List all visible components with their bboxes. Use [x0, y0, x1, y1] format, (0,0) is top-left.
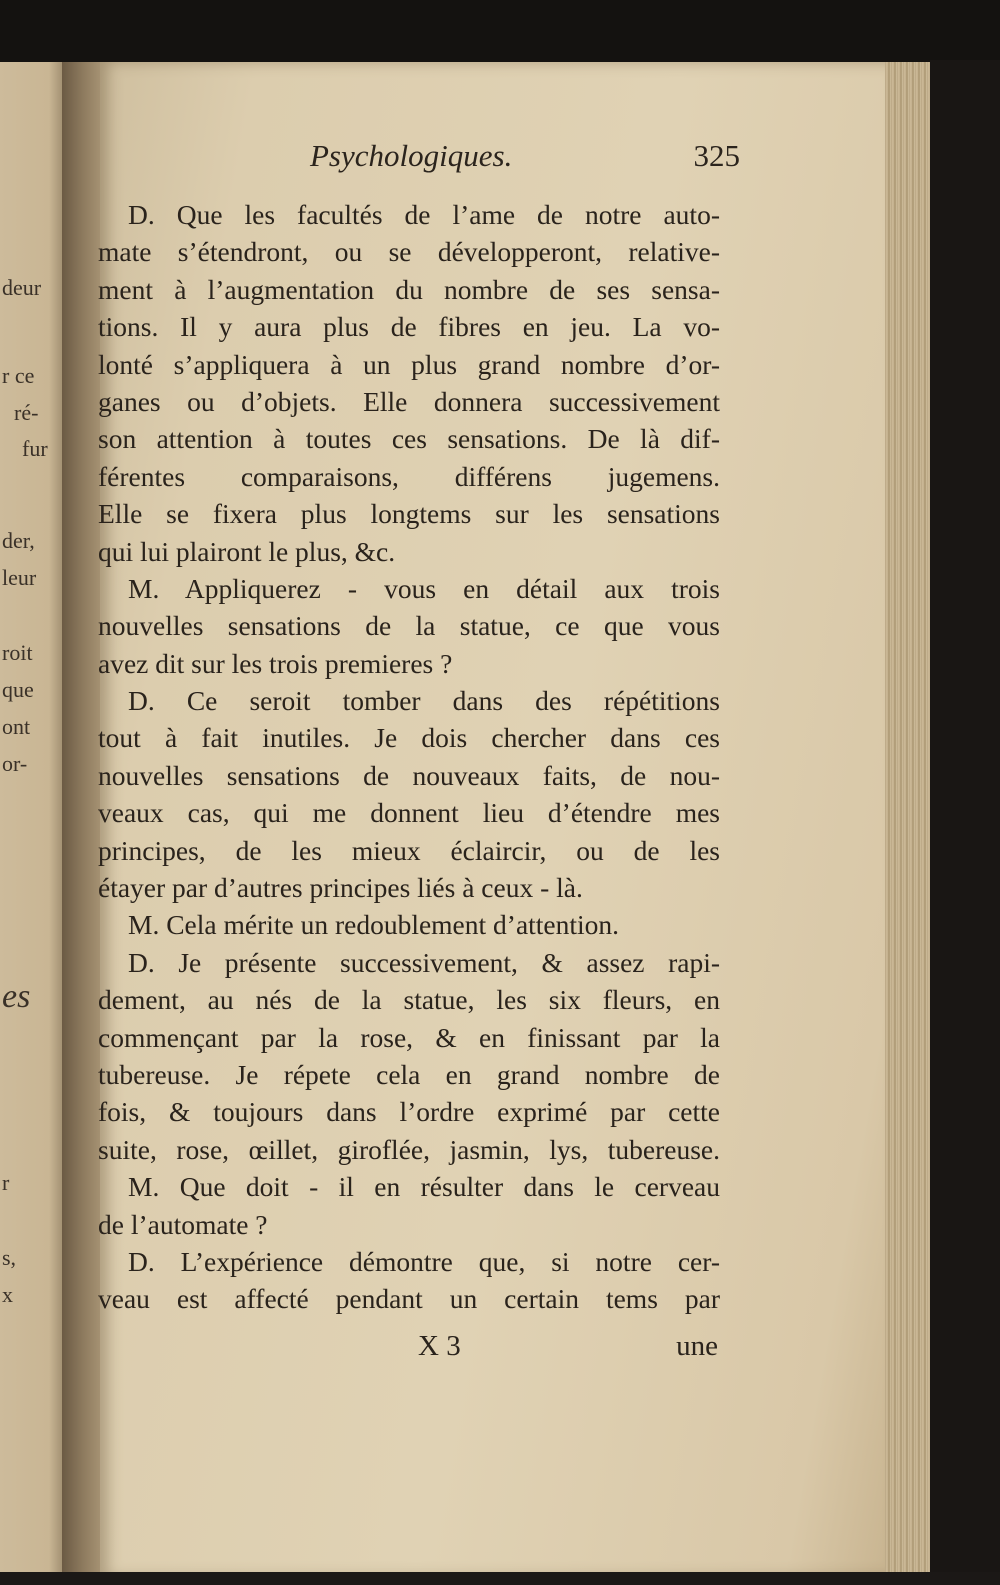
text-line: tubereuse. Je répete cela en grand nombre de — [98, 1058, 720, 1090]
running-title: Psychologiques. — [310, 138, 513, 173]
text-line: dement, au nés de la statue, les six fleurs, en — [98, 984, 720, 1016]
left-page-fragment: x — [2, 1282, 13, 1307]
text-line: veau est affecté pendant un certain tems par — [98, 1283, 720, 1315]
text-line: suite, rose, œillet, giroflée, jasmin, lys, tubereuse. — [98, 1133, 720, 1165]
text-line: veaux cas, qui me donnent lieu d’étendre mes — [98, 797, 720, 829]
left-page-fragment: deur — [2, 275, 42, 300]
signature-mark: X 3 — [418, 1330, 461, 1362]
text-line: férentes comparaisons, différens jugemens. — [98, 460, 720, 492]
left-page-fragment: fur — [22, 436, 48, 461]
left-page-fragment: or- — [2, 751, 28, 776]
page-footer — [418, 1330, 718, 1370]
left-page-fragment: ont — [2, 714, 31, 739]
text-line: principes, de les mieux éclaircir, ou de les — [98, 834, 720, 866]
text-line: avez dit sur les trois premieres ? — [98, 647, 453, 679]
text-line: M. Que doit - il en résulter dans le cerveau — [128, 1171, 720, 1203]
text-line: tout à fait inutiles. Je dois chercher dans ces — [98, 722, 720, 754]
dark-background-right — [930, 60, 1000, 1585]
text-line: Elle se fixera plus longtems sur les sensations — [98, 498, 720, 530]
dark-background-bottom — [0, 1572, 1000, 1585]
left-page-fragment: s, — [2, 1245, 17, 1270]
text-line: fois, & toujours dans l’ordre exprimé par cette — [98, 1096, 720, 1128]
text-line: de l’automate ? — [98, 1208, 268, 1240]
text-line: M. Cela mérite un redoublement d’attention. — [128, 909, 620, 941]
text-line: nouvelles sensations de la statue, ce que vous — [98, 610, 720, 642]
text-line: D. Je présente successivement, & assez rapi- — [128, 946, 720, 978]
left-page-fragment: leur — [2, 565, 37, 590]
left-page-fragment: r ce — [2, 363, 35, 388]
left-page-fragment: ré- — [14, 400, 39, 425]
catchword: une — [676, 1330, 718, 1362]
text-line: qui lui plairont le plus, &c. — [98, 535, 396, 567]
text-line: mate s’étendront, ou se développeront, relative- — [98, 236, 720, 268]
left-page-fragment: r — [2, 1170, 10, 1195]
text-line: son attention à toutes ces sensations. De là dif- — [98, 423, 720, 455]
text-line: lonté s’appliquera à un plus grand nombre d’or- — [98, 348, 720, 380]
text-line: D. L’expérience démontre que, si notre cer- — [128, 1245, 720, 1277]
body-text — [98, 196, 720, 1318]
left-page-fragment: roit — [2, 640, 33, 665]
page-number: 325 — [693, 138, 740, 173]
text-line: nouvelles sensations de nouveaux faits, de nou- — [98, 759, 720, 791]
left-page-fragment: que — [2, 677, 34, 702]
text-line: tions. Il y aura plus de fibres en jeu. La vo- — [98, 311, 720, 343]
text-line: commençant par la rose, & en finissant par la — [98, 1021, 720, 1053]
text-line: M. Appliquerez - vous en détail aux trois — [128, 572, 720, 604]
text-line: ment à l’augmentation du nombre de ses sensa- — [98, 273, 720, 305]
text-line: D. Ce seroit tomber dans des répétitions — [128, 685, 720, 717]
text-line: étayer par d’autres principes liés à ceux - là. — [98, 872, 583, 904]
page-header — [310, 138, 740, 188]
left-page-fragment: der, — [2, 528, 35, 553]
text-line: ganes ou d’objets. Elle donnera successivement — [98, 385, 720, 417]
left-page-fragment: es — [2, 978, 31, 1015]
text-line: D. Que les facultés de l’ame de notre auto- — [128, 199, 720, 230]
page-fore-edge — [885, 62, 930, 1577]
left-page-edge — [0, 62, 70, 1572]
